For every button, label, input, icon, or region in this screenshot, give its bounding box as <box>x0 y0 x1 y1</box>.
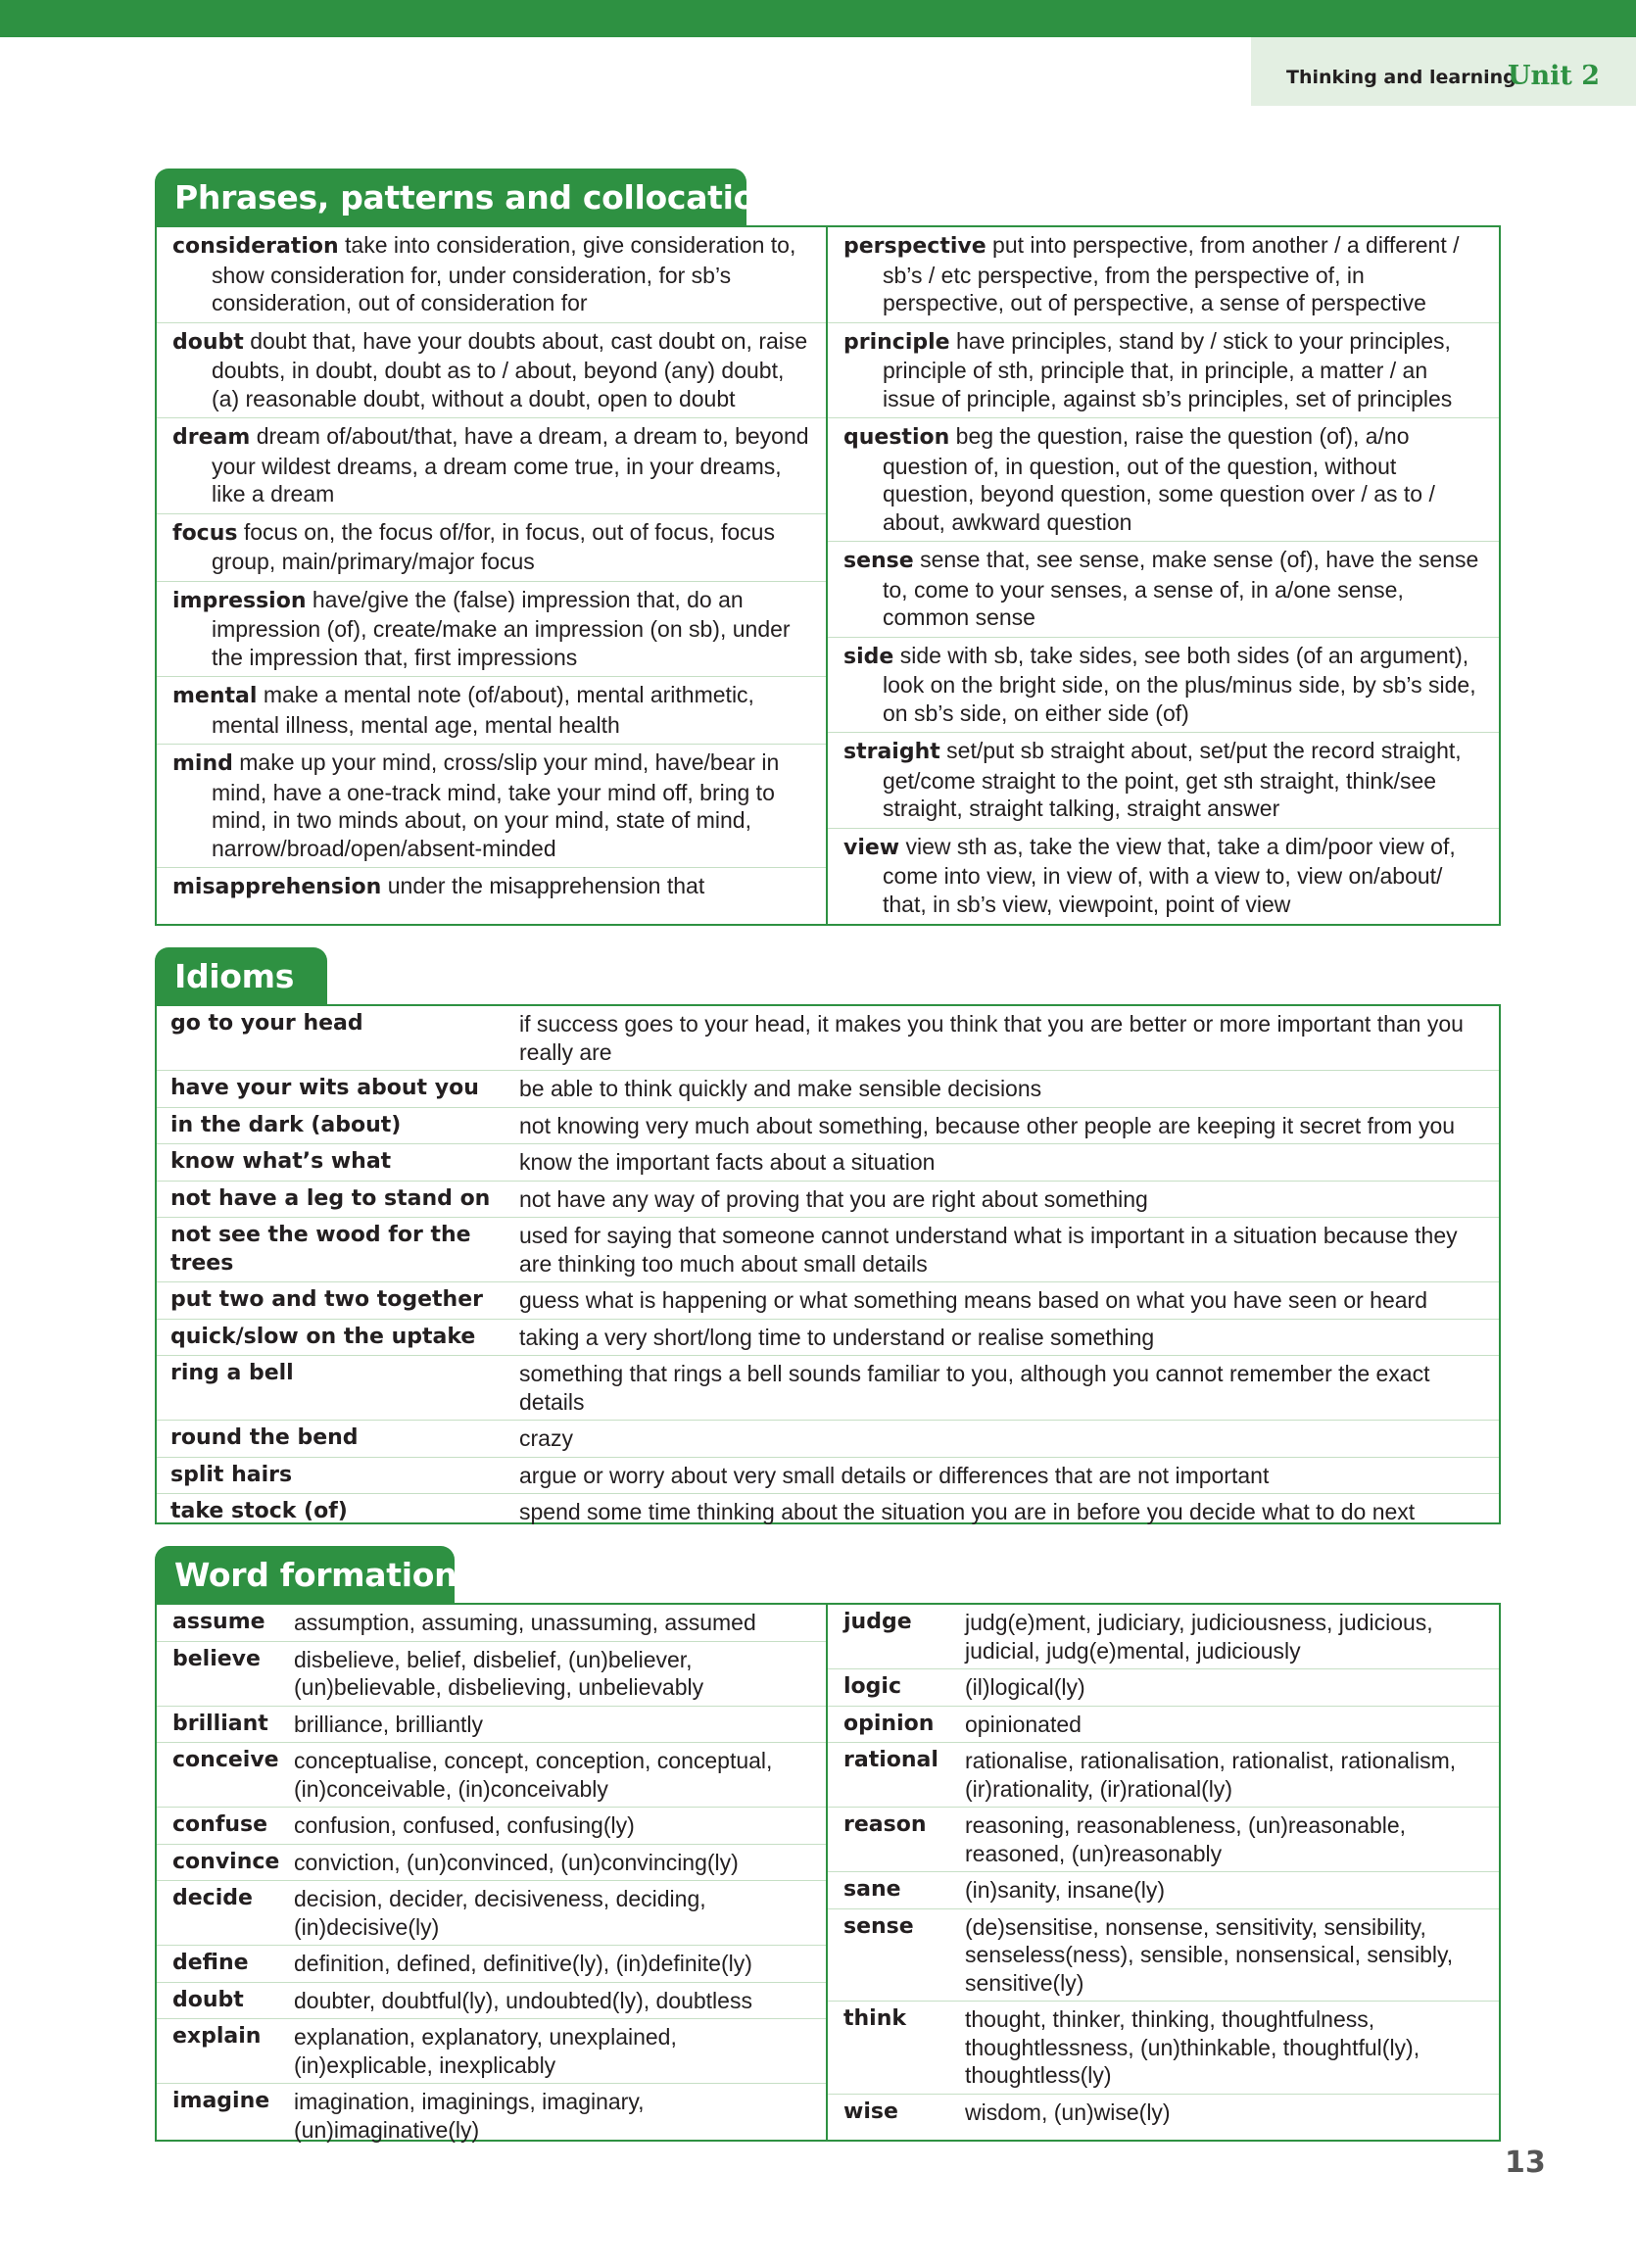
phrase-text: beg the question, raise the question (of), a/no question of, in question, out of the question, without question, beyond question, some question over / as to / about, awkward question <box>883 423 1435 535</box>
phrase-headword: view <box>843 835 900 860</box>
idiom-definition: taking a very short/long time to understand or realise something <box>519 1324 1155 1350</box>
phrase-entry <box>157 323 827 419</box>
derived-forms: explanation, explanatory, unexplained, (in)explicable, inexplicably <box>294 2024 677 2078</box>
idioms-tab <box>155 947 327 1006</box>
idiom-row <box>157 1421 1499 1458</box>
idiom-row <box>157 1006 1499 1071</box>
idiom-definition: spend some time thinking about the situation you are in before you decide what to do next <box>519 1499 1416 1524</box>
phrase-entry <box>828 733 1499 829</box>
word-formation-row <box>828 1707 1499 1744</box>
root-word: wise <box>843 2099 898 2124</box>
root-word: sense <box>843 1913 914 1939</box>
derived-forms: imagination, imaginings, imaginary, (un)imaginative(ly) <box>294 2089 645 2143</box>
root-word: think <box>843 2006 907 2031</box>
idiom-term: have your wits about you <box>170 1076 479 1100</box>
phrase-headword: principle <box>843 329 950 355</box>
idiom-definition: know the important facts about a situation <box>519 1149 936 1175</box>
derived-forms: doubter, doubtful(ly), undoubted(ly), doubtless <box>294 1987 752 2013</box>
phrase-text: under the misapprehension that <box>387 873 705 898</box>
word-formation-row <box>157 1743 826 1808</box>
idiom-term: quick/slow on the uptake <box>170 1324 476 1349</box>
idiom-definition: crazy <box>519 1425 573 1451</box>
phrase-text: dream of/about/that, have a dream, a dream to, beyond your wildest dreams, a dream come true, in your dreams, like a dream <box>212 423 809 507</box>
word-formation-box <box>155 1603 1501 2142</box>
phrase-text: side with sb, take sides, see both sides (of an argument), look on the bright side, on the plus/minus side, by sb’s side, on sb’s side, on either side (of) <box>883 642 1476 726</box>
phrase-text: doubt that, have your doubts about, cast doubt on, raise doubts, in doubt, doubt as to / about, beyond (any) doubt, (a) reasonable doubt, without a doubt, open to doubt <box>212 327 808 411</box>
derived-forms: assumption, assuming, unassuming, assumed <box>294 1610 756 1635</box>
derived-forms: rationalise, rationalisation, rationalist, rationalism, (ir)rationality, (ir)rational(ly) <box>965 1748 1457 1802</box>
idiom-definition: be able to think quickly and make sensible decisions <box>519 1076 1042 1101</box>
idiom-term: not see the wood for the trees <box>170 1223 471 1276</box>
idiom-term: in the dark (about) <box>170 1112 402 1137</box>
root-word: reason <box>843 1812 927 1837</box>
root-word: sane <box>843 1877 901 1902</box>
idiom-row <box>157 1071 1499 1108</box>
word-formation-tab <box>155 1546 455 1605</box>
phrase-headword: straight <box>843 740 940 764</box>
phrase-headword: mental <box>172 684 258 708</box>
phrases-right-column <box>828 227 1499 924</box>
idiom-row <box>157 1108 1499 1145</box>
phrase-headword: consideration <box>172 234 339 259</box>
root-word: convince <box>172 1849 280 1874</box>
derived-forms: thought, thinker, thinking, thoughtfulness, thoughtlessness, (un)thinkable, thoughtful(ly), thoughtless(ly) <box>965 2006 1420 2088</box>
root-word: define <box>172 1951 249 1975</box>
phrase-headword: side <box>843 644 894 669</box>
idiom-definition: something that rings a bell sounds familiar to you, although you cannot remember the exact details <box>519 1361 1430 1415</box>
word-formation-row <box>828 2002 1499 2095</box>
idiom-term: take stock (of) <box>170 1499 348 1523</box>
phrase-text: focus on, the focus of/for, in focus, out of focus, focus group, main/primary/major focus <box>212 518 775 574</box>
derived-forms: disbelieve, belief, disbelief, (un)believer, (un)believable, disbelieving, unbelievably <box>294 1646 704 1700</box>
root-word: explain <box>172 2024 262 2049</box>
idioms-title: Idioms <box>174 957 295 995</box>
word-formation-row <box>157 1605 826 1642</box>
phrases-tab <box>155 169 797 227</box>
root-word: decide <box>172 1886 253 1910</box>
idiom-term: go to your head <box>170 1011 363 1036</box>
derived-forms: decision, decider, decisiveness, deciding, (in)decisive(ly) <box>294 1886 706 1940</box>
idiom-row <box>157 1144 1499 1182</box>
phrases-box <box>155 225 1501 926</box>
word-formation-row <box>828 1808 1499 1872</box>
idiom-definition: used for saying that someone cannot understand what is important in a situation because they are thinking too much about small details <box>519 1223 1458 1277</box>
root-word: confuse <box>172 1812 268 1837</box>
word-formation-row <box>157 2084 826 2147</box>
phrase-headword: impression <box>172 588 307 613</box>
idiom-definition: guess what is happening or what something means based on what you have seen or heard <box>519 1287 1427 1313</box>
phrase-entry <box>157 868 827 907</box>
root-word: doubt <box>172 1987 244 2012</box>
derived-forms: conceptualise, concept, conception, conceptual, (in)conceivable, (in)conceivably <box>294 1748 773 1802</box>
root-word: logic <box>843 1674 901 1699</box>
word-formation-row <box>828 2095 1499 2131</box>
unit-label: Unit 2 <box>1508 61 1601 91</box>
word-formation-row <box>157 2019 826 2084</box>
word-formation-right-column <box>828 1605 1499 2140</box>
idiom-term: know what’s what <box>170 1149 392 1174</box>
phrase-entry <box>157 677 827 745</box>
idiom-term: ring a bell <box>170 1361 294 1385</box>
idiom-definition: not have any way of proving that you are right about something <box>519 1185 1148 1212</box>
derived-forms: definition, defined, definitive(ly), (in)definite(ly) <box>294 1951 752 1976</box>
idiom-definition: if success goes to your head, it makes you think that you are better or more important than you really are <box>519 1011 1464 1065</box>
phrase-text: make up your mind, cross/slip your mind, have/bear in mind, have a one-track mind, take your mind off, bring to mind, in two minds about, on your mind, state of mind, narrow/broad/open/absent-minded <box>212 749 780 861</box>
phrase-entry <box>828 638 1499 734</box>
phrase-entry <box>828 829 1499 924</box>
phrase-text: put into perspective, from another / a different / sb’s / etc perspective, from the perspective of, in perspective, out of perspective, a sense of perspective <box>883 232 1460 315</box>
phrase-headword: question <box>843 425 950 450</box>
root-word: rational <box>843 1748 938 1772</box>
word-formation-row <box>157 1808 826 1845</box>
page-number: 13 <box>1505 2146 1546 2180</box>
derived-forms: opinionated <box>965 1711 1082 1737</box>
phrase-headword: misapprehension <box>172 875 382 899</box>
idiom-term: split hairs <box>170 1462 293 1487</box>
root-word: opinion <box>843 1711 935 1736</box>
derived-forms: confusion, confused, confusing(ly) <box>294 1812 635 1838</box>
word-formation-row <box>828 1743 1499 1808</box>
phrase-headword: perspective <box>843 234 986 259</box>
root-word: brilliant <box>172 1711 268 1736</box>
derived-forms: (in)sanity, insane(ly) <box>965 1877 1166 1903</box>
phrase-headword: mind <box>172 751 233 776</box>
root-word: assume <box>172 1610 265 1634</box>
derived-forms: brilliance, brilliantly <box>294 1711 484 1737</box>
phrase-entry <box>157 418 827 514</box>
phrase-headword: dream <box>172 425 251 450</box>
idiom-term: not have a leg to stand on <box>170 1185 491 1211</box>
idiom-row <box>157 1182 1499 1219</box>
word-formation-row <box>157 1642 826 1707</box>
idiom-term: round the bend <box>170 1425 359 1450</box>
phrase-text: set/put sb straight about, set/put the record straight, get/come straight to the point, get sth straight, think/see straight, straight talking, straight answer <box>883 738 1462 821</box>
phrase-headword: focus <box>172 520 238 546</box>
root-word: conceive <box>172 1748 279 1772</box>
idiom-row <box>157 1458 1499 1495</box>
phrase-text: have principles, stand by / stick to your principles, principle of sth, principle that, in principle, a matter / an issue of principle, against sb’s principles, set of principles <box>883 327 1453 411</box>
word-formation-row <box>157 1881 826 1946</box>
root-word: judge <box>843 1610 912 1634</box>
idiom-row <box>157 1494 1499 1530</box>
phrase-entry <box>157 514 827 582</box>
phrase-headword: doubt <box>172 329 244 355</box>
idiom-row <box>157 1282 1499 1320</box>
section-title: Thinking and learning <box>1286 67 1516 88</box>
word-formation-row <box>157 1845 826 1882</box>
phrase-entry <box>828 227 1499 323</box>
word-formation-row <box>157 1946 826 1983</box>
derived-forms: (de)sensitise, nonsense, sensitivity, sensibility, senseless(ness), sensible, nonsensical, sensibly, sensitive(ly) <box>965 1913 1454 1996</box>
root-word: imagine <box>172 2089 270 2113</box>
phrases-title: Phrases, patterns and collocations <box>174 178 797 217</box>
derived-forms: judg(e)ment, judiciary, judiciousness, judicious, judicial, judg(e)mental, judiciously <box>965 1610 1433 1664</box>
phrase-text: view sth as, take the view that, take a dim/poor view of, come into view, in view of, with a view to, view on/about/ that, in sb’s view, viewpoint, point of view <box>883 833 1456 917</box>
word-formation-row <box>828 1872 1499 1909</box>
word-formation-left-column <box>157 1605 826 2143</box>
idiom-row <box>157 1320 1499 1357</box>
phrase-headword: sense <box>843 549 914 573</box>
word-formation-row <box>828 1909 1499 2003</box>
idiom-row <box>157 1218 1499 1282</box>
word-formation-row <box>157 1983 826 2020</box>
derived-forms: wisdom, (un)wise(ly) <box>965 2099 1171 2125</box>
phrases-left-column <box>157 227 827 924</box>
phrase-entry <box>828 418 1499 542</box>
phrase-text: sense that, see sense, make sense (of), have the sense to, come to your senses, a sense of, in a/one sense, common sense <box>883 547 1479 630</box>
phrase-text: have/give the (false) impression that, do an impression (of), create/make an impression (on sb), under the impression that, first impressions <box>212 586 791 670</box>
idiom-row <box>157 1356 1499 1421</box>
word-formation-row <box>157 1707 826 1744</box>
idioms-box <box>155 1004 1501 1524</box>
phrase-entry <box>157 582 827 678</box>
idiom-definition: argue or worry about very small details or differences that are not important <box>519 1462 1270 1488</box>
phrase-entry <box>828 323 1499 419</box>
derived-forms: reasoning, reasonableness, (un)reasonable, reasoned, (un)reasonably <box>965 1812 1407 1866</box>
word-formation-row <box>828 1669 1499 1707</box>
phrase-text: make a mental note (of/about), mental arithmetic, mental illness, mental age, mental health <box>212 682 754 738</box>
derived-forms: conviction, (un)convinced, (un)convincing(ly) <box>294 1849 739 1875</box>
root-word: believe <box>172 1646 261 1671</box>
phrase-entry <box>157 227 827 323</box>
phrase-text: take into consideration, give consideration to, show consideration for, under consideration, for sb’s consideration, out of consideration for <box>212 232 796 315</box>
phrase-entry <box>157 745 827 868</box>
derived-forms: (il)logical(ly) <box>965 1674 1085 1700</box>
phrase-entry <box>828 542 1499 638</box>
idiom-definition: not knowing very much about something, because other people are keeping it secret from you <box>519 1112 1456 1138</box>
word-formation-row <box>828 1605 1499 1669</box>
header-bar <box>0 0 1636 37</box>
idiom-term: put two and two together <box>170 1287 483 1312</box>
word-formation-title: Word formation <box>174 1556 457 1594</box>
